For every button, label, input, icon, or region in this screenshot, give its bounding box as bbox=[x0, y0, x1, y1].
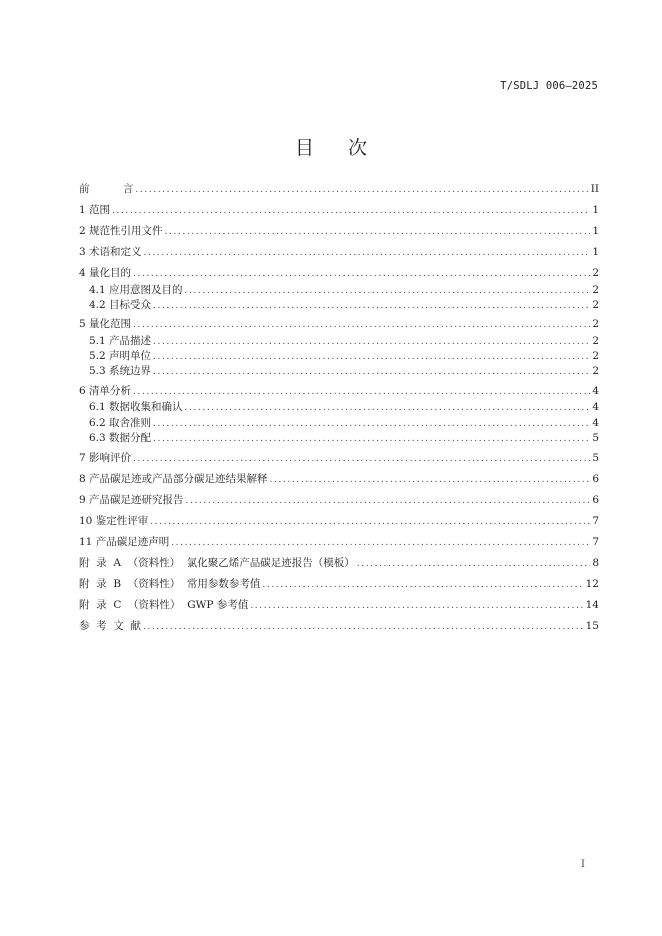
toc-entry[interactable] bbox=[79, 415, 599, 430]
toc-title-char-1: 目 bbox=[294, 137, 314, 159]
toc-leader-dots bbox=[185, 286, 591, 296]
toc-entry-label: 10 鉴定性评审 bbox=[79, 514, 149, 527]
toc-entry-page: 2 bbox=[592, 267, 599, 279]
document-code: T/SDLJ 006—2025 bbox=[500, 80, 598, 92]
toc-entry[interactable] bbox=[79, 223, 599, 240]
toc-leader-dots bbox=[153, 301, 590, 311]
toc-entry-page: 2 bbox=[592, 283, 599, 296]
toc-entry-page: 12 bbox=[585, 577, 599, 590]
toc-entry-page: 7 bbox=[592, 514, 599, 527]
toc-entry[interactable] bbox=[79, 244, 599, 261]
toc-leader-dots bbox=[135, 185, 588, 195]
toc-leader-dots bbox=[133, 454, 590, 464]
toc-title-char-2: 次 bbox=[348, 137, 368, 159]
toc-entry-page: 2 bbox=[592, 334, 599, 347]
toc-entry-label: 1 范围 bbox=[79, 204, 111, 216]
toc-entry[interactable] bbox=[79, 492, 599, 509]
toc-entry-label: 附 录 A （资料性） 氯化聚乙烯产品碳足迹报告（模板） bbox=[79, 556, 355, 569]
toc-entry[interactable] bbox=[79, 202, 599, 219]
toc-leader-dots bbox=[144, 248, 591, 258]
toc-entry-page: 2 bbox=[592, 350, 599, 363]
toc-entry-label: 4.1 应用意图及目的 bbox=[89, 283, 183, 296]
toc-entry-label: 6.2 取舍准则 bbox=[89, 416, 152, 429]
toc-entry-page: 4 bbox=[592, 416, 599, 429]
toc-entry[interactable] bbox=[79, 513, 599, 530]
toc-entry[interactable] bbox=[79, 282, 599, 297]
toc-entry[interactable] bbox=[79, 534, 599, 551]
toc-leader-dots bbox=[112, 206, 590, 216]
toc-entry[interactable] bbox=[79, 383, 599, 400]
table-of-contents bbox=[79, 181, 599, 634]
toc-leader-dots bbox=[150, 517, 590, 527]
toc-leader-dots bbox=[270, 475, 591, 485]
toc-entry-label: 11 产品碳足迹声明 bbox=[79, 535, 170, 548]
toc-leader-dots bbox=[143, 622, 584, 632]
toc-entry-label: 5 量化范围 bbox=[79, 318, 132, 331]
toc-entry-page: II bbox=[590, 183, 599, 195]
toc-leader-dots bbox=[153, 337, 590, 347]
toc-entry-label: 4 量化目的 bbox=[79, 267, 132, 279]
toc-entry[interactable] bbox=[79, 265, 599, 282]
toc-leader-dots bbox=[165, 227, 591, 237]
toc-entry-label: 附 录 C （资料性） GWP 参考值 bbox=[79, 598, 249, 611]
toc-entry-label: 前 言 bbox=[79, 183, 134, 195]
toc-entry[interactable] bbox=[79, 333, 599, 348]
toc-entry-page: 7 bbox=[592, 535, 599, 548]
toc-entry-label: 5.2 声明单位 bbox=[89, 350, 152, 363]
toc-entry[interactable] bbox=[79, 618, 599, 635]
toc-entry-label: 7 影响评价 bbox=[79, 451, 132, 464]
toc-entry-label: 参 考 文 献 bbox=[79, 619, 142, 632]
toc-leader-dots bbox=[153, 419, 590, 429]
toc-entry-label: 6 清单分析 bbox=[79, 384, 132, 397]
toc-title bbox=[0, 133, 662, 160]
toc-entry[interactable] bbox=[79, 363, 599, 378]
toc-entry[interactable] bbox=[79, 316, 599, 333]
toc-entry-page: 2 bbox=[592, 298, 599, 311]
toc-entry-page: 8 bbox=[592, 556, 599, 569]
toc-entry-page: 4 bbox=[592, 401, 599, 414]
page-number: I bbox=[581, 859, 585, 870]
toc-entry[interactable] bbox=[79, 555, 599, 572]
toc-entry-label: 2 规范性引用文件 bbox=[79, 225, 163, 237]
toc-leader-dots bbox=[185, 403, 591, 413]
toc-entry-label: 4.2 目标受众 bbox=[89, 298, 152, 311]
toc-entry-page: 4 bbox=[592, 384, 599, 397]
toc-leader-dots bbox=[186, 496, 591, 506]
toc-entry-page: 5 bbox=[592, 431, 599, 444]
toc-entry-page: 6 bbox=[592, 472, 599, 485]
toc-entry-label: 附 录 B （资料性） 常用参数参考值 bbox=[79, 577, 261, 590]
toc-entry-page: 15 bbox=[585, 619, 599, 632]
toc-entry-label: 9 产品碳足迹研究报告 bbox=[79, 493, 184, 506]
toc-entry-page: 6 bbox=[592, 493, 599, 506]
toc-entry[interactable] bbox=[79, 576, 599, 593]
toc-entry-page: 14 bbox=[585, 598, 599, 611]
toc-entry[interactable] bbox=[79, 430, 599, 445]
toc-entry[interactable] bbox=[79, 471, 599, 488]
toc-entry[interactable] bbox=[79, 181, 599, 198]
toc-entry-page: 1 bbox=[592, 246, 599, 258]
toc-entry-page: 1 bbox=[592, 225, 599, 237]
toc-leader-dots bbox=[262, 580, 583, 590]
toc-leader-dots bbox=[250, 601, 583, 611]
toc-entry[interactable] bbox=[79, 450, 599, 467]
toc-entry[interactable] bbox=[79, 597, 599, 614]
toc-entry-label: 5.3 系统边界 bbox=[89, 365, 152, 378]
toc-entry-page: 2 bbox=[592, 365, 599, 378]
toc-entry-page: 5 bbox=[592, 451, 599, 464]
toc-leader-dots bbox=[133, 387, 590, 397]
toc-entry-label: 6.1 数据收集和确认 bbox=[89, 401, 183, 414]
toc-leader-dots bbox=[133, 269, 590, 279]
toc-entry-page: 2 bbox=[592, 318, 599, 331]
toc-entry[interactable] bbox=[79, 399, 599, 414]
toc-entry-label: 3 术语和定义 bbox=[79, 246, 142, 258]
toc-entry-label: 6.3 数据分配 bbox=[89, 431, 152, 444]
toc-leader-dots bbox=[133, 320, 590, 330]
toc-entry-label: 8 产品碳足迹或产品部分碳足迹结果解释 bbox=[79, 472, 268, 485]
toc-entry-label: 5.1 产品描述 bbox=[89, 334, 152, 347]
toc-leader-dots bbox=[153, 434, 590, 444]
toc-leader-dots bbox=[357, 559, 591, 569]
toc-leader-dots bbox=[153, 367, 590, 377]
toc-entry[interactable] bbox=[79, 297, 599, 312]
toc-entry[interactable] bbox=[79, 348, 599, 363]
toc-entry-page: 1 bbox=[592, 204, 599, 216]
toc-leader-dots bbox=[171, 538, 590, 548]
toc-leader-dots bbox=[153, 352, 590, 362]
